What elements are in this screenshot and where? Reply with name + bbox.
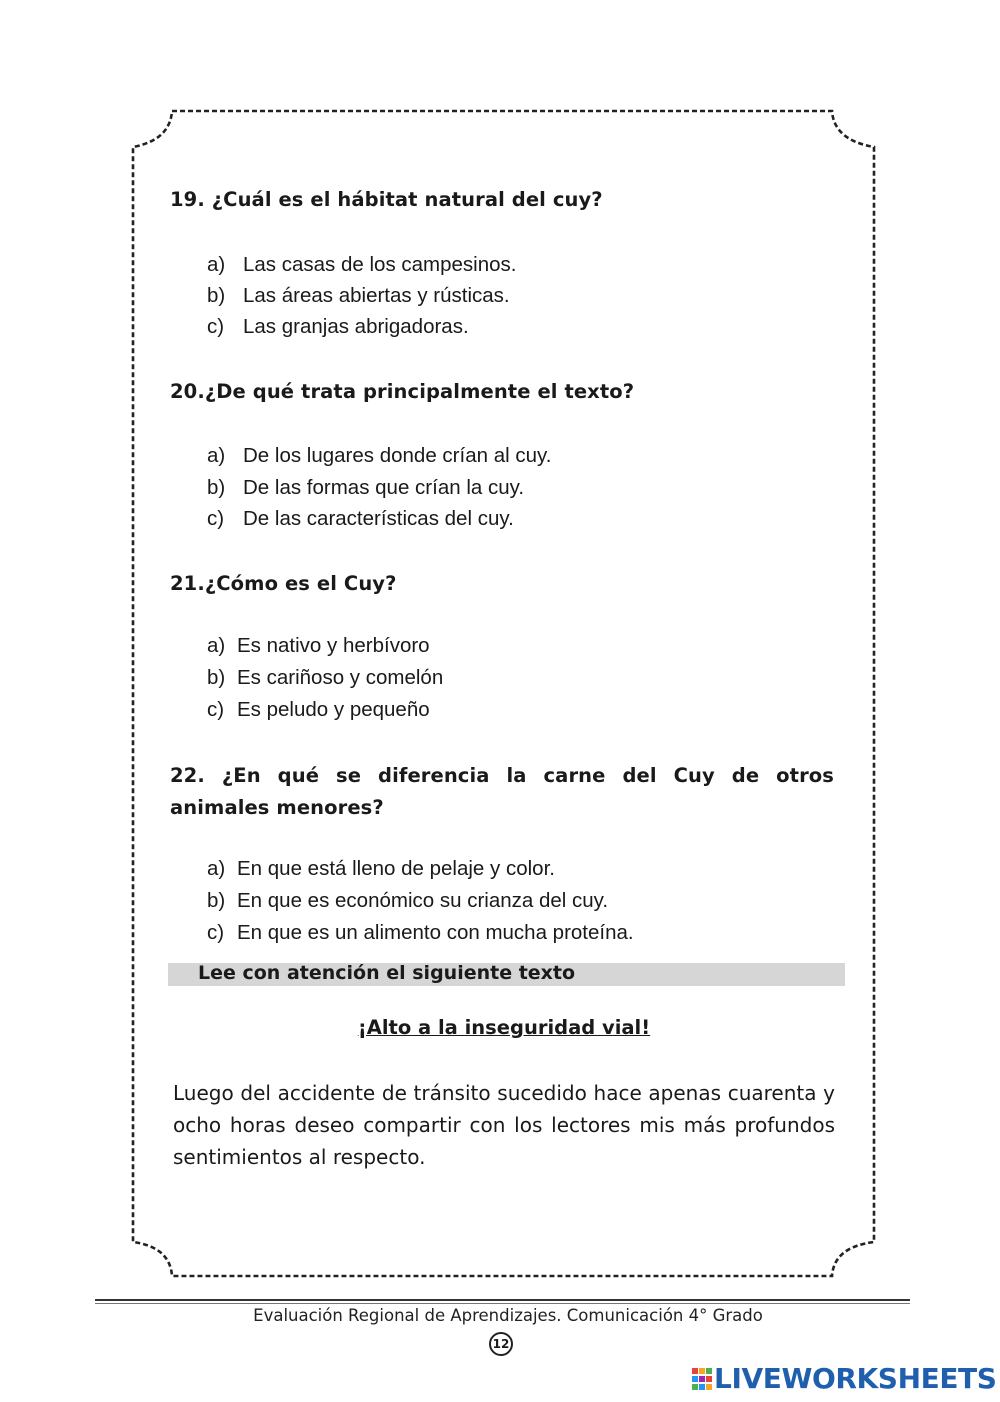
option-21-c[interactable] bbox=[207, 698, 430, 722]
option-21-b[interactable] bbox=[207, 666, 443, 690]
question-number: 19. bbox=[170, 188, 205, 211]
option-22-a[interactable] bbox=[207, 857, 555, 881]
option-19-a[interactable] bbox=[207, 253, 516, 277]
question-20 bbox=[170, 380, 634, 403]
cubes-icon bbox=[692, 1368, 712, 1390]
reading-body: Luego del accidente de tránsito sucedido hace apenas cuarenta y ocho horas deseo compartir con los lectores mis más profundos sentimientos al respecto. bbox=[173, 1081, 835, 1169]
option-text: En que está lleno de pelaje y color. bbox=[237, 857, 555, 880]
option-letter: c) bbox=[207, 507, 225, 530]
option-text: En que es económico su crianza del cuy. bbox=[237, 889, 609, 912]
option-text: Las áreas abiertas y rústicas. bbox=[243, 284, 510, 307]
brand-name: LIVEWORKSHEETS bbox=[714, 1362, 997, 1395]
footer-divider-thin bbox=[95, 1303, 910, 1304]
option-19-c[interactable] bbox=[207, 315, 469, 339]
reading-title bbox=[0, 1016, 1000, 1039]
option-20-b[interactable] bbox=[207, 476, 524, 500]
option-text: Las casas de los campesinos. bbox=[243, 253, 517, 276]
option-letter: a) bbox=[207, 857, 226, 880]
option-letter: b) bbox=[207, 284, 226, 307]
reading-instruction: Lee con atención el siguiente texto bbox=[198, 962, 576, 984]
footer-caption-text: Evaluación Regional de Aprendizajes. Comunicación 4° Grado bbox=[253, 1306, 763, 1325]
option-19-b[interactable] bbox=[207, 284, 510, 308]
question-number: 20. bbox=[170, 380, 205, 403]
question-21 bbox=[170, 572, 397, 595]
question-number: 22. bbox=[170, 764, 205, 787]
question-text: ¿Cuál es el hábitat natural del cuy? bbox=[211, 188, 603, 211]
option-20-a[interactable] bbox=[207, 444, 551, 468]
footer-divider bbox=[95, 1299, 910, 1301]
option-letter: a) bbox=[207, 444, 226, 467]
question-text: ¿De qué trata principalmente el texto? bbox=[204, 380, 635, 403]
option-letter: c) bbox=[207, 698, 225, 721]
option-text: Las granjas abrigadoras. bbox=[243, 315, 469, 338]
reading-title-text: ¡Alto a la inseguridad vial! bbox=[357, 1016, 651, 1039]
page-number: 12 bbox=[489, 1332, 513, 1356]
question-text: ¿En qué se diferencia la carne del Cuy de otros animales menores? bbox=[170, 764, 834, 819]
option-letter: c) bbox=[207, 921, 225, 944]
question-number: 21. bbox=[170, 572, 205, 595]
option-letter: b) bbox=[207, 476, 226, 499]
option-22-b[interactable] bbox=[207, 889, 608, 913]
option-letter: c) bbox=[207, 315, 225, 338]
option-letter: b) bbox=[207, 666, 226, 689]
option-letter: a) bbox=[207, 634, 226, 657]
option-text: Es nativo y herbívoro bbox=[237, 634, 430, 657]
option-21-a[interactable] bbox=[207, 634, 430, 658]
option-text: En que es un alimento con mucha proteína. bbox=[237, 921, 634, 944]
option-text: De las formas que crían la cuy. bbox=[243, 476, 525, 499]
option-text: Es peludo y pequeño bbox=[237, 698, 430, 721]
question-text: ¿Cómo es el Cuy? bbox=[204, 572, 397, 595]
question-22 bbox=[170, 760, 834, 824]
option-20-c[interactable] bbox=[207, 507, 514, 531]
question-19 bbox=[170, 188, 603, 211]
option-text: Es cariñoso y comelón bbox=[237, 666, 444, 689]
footer-caption bbox=[0, 1306, 1000, 1325]
option-letter: b) bbox=[207, 889, 226, 912]
option-text: De las características del cuy. bbox=[243, 507, 514, 530]
option-letter: a) bbox=[207, 253, 226, 276]
option-22-c[interactable] bbox=[207, 921, 634, 945]
option-text: De los lugares donde crían al cuy. bbox=[243, 444, 552, 467]
